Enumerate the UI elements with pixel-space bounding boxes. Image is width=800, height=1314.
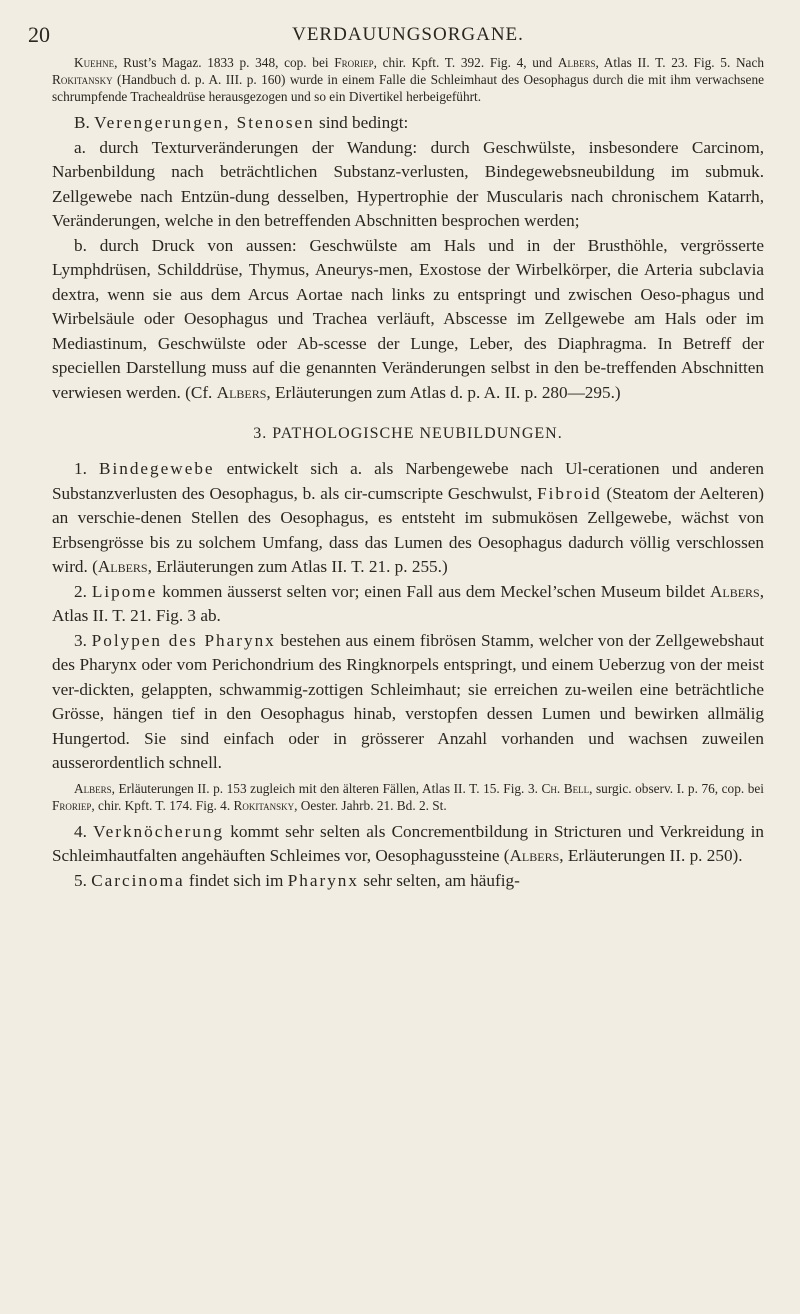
chapter-heading: 3. PATHOLOGISCHE NEUBILDUNGEN. xyxy=(253,425,563,442)
item-polypen: 3. Polypen des Pharynx bestehen aus einem fibrösen Stamm, welcher von der Zellgewebshaut des Pharynx oder vom Perichondrium des Ringknorpels entspringt, und einem Ueberzug von der meist ver-dickten, gelappten, schwammig-zottigen Schleimhaut; sie erreichen zu-weilen eine beträchtliche Grösse, hängen tief in den Oesophagus hinab, verstopfen dessen Lumen und bewirken allmälig Hungertod. Sie sind einfach oder in grösserer Anzahl vorhanden und wachsen zuweilen ausserordentlich schnell. xyxy=(52,630,765,772)
running-title: VERDAUUNGSORGANE. xyxy=(292,24,524,45)
running-head xyxy=(28,10,764,47)
item-verknoecherung: 4. Verknöcherung kommt sehr selten als Concrementbildung in Stricturen und Verkreidung in Schleimhautfalten angehäuften Schleimes vor, Oesophagussteine (Albers, Erläuterungen II. p. 250). xyxy=(52,821,765,865)
item-bindegewebe: 1. Bindegewebe entwickelt sich a. als Narbengewebe nach Ul-cerationen und anderen Substanzverlusten des Oesophagus, b. als cir-cumscripte Geschwulst, Fibroid (Steatom der Aelteren) an verschie-denen Stellen des Oesophagus, es entsteht im submukösen Zellgewebe, wächst von Erbsengrösse bis zu solchem Umfang, dass das Lumen des Oesophagus dadurch völlig verschlossen wird. (Albers, Erläuterungen zum Atlas II. T. 21. p. 255.) xyxy=(52,459,764,576)
footnote-albers: Albers, Erläuterungen II. p. 153 zugleich mit den älteren Fällen, Atlas II. T. 15. Fig. 3. Ch. Bell, surgic. observ. I. p. 76, cop. bei Froriep, chir. Kpft. T. 174. Fig. 4. Rokitansky, Oester. Jahrb. 21. Bd. 2. St. xyxy=(52,780,764,813)
section-b-b: b. durch Druck von aussen: Geschwülste am Hals und in der Brusthöhle, vergrösserte Lymphdrüsen, Schilddrüse, Thymus, Aneurys-men, Exostose der Wirbelkörper, die Arteria subclavia dextra, wenn sie aus dem Arcus Aortae nach links zu entspringt und zwischen Oeso-phagus und Wirbelsäule oder Oesophagus und Trachea verläuft, Abscesse im Zellgewebe am Hals oder im Mediastinum, Geschwülste oder Ab-scesse der Lunge, Leber, des Diaphragma. In Betreff der speciellen Darstellung muss auf die genannten Veränderungen selbst in den be-treffenden Abschnitten verwiesen werden. (Cf. Albers, Erläuterungen zum Atlas d. p. A. II. p. 280—295.) xyxy=(52,235,764,402)
item-lipome: 2. Lipome kommen äusserst selten vor; einen Fall aus dem Meckel’schen Museum bildet Albers, Atlas II. T. 21. Fig. 3 ab. xyxy=(52,581,765,625)
item-carcinoma: 5. Carcinoma findet sich im Pharynx sehr selten, am häufig- xyxy=(74,870,520,890)
page-number: 20 xyxy=(28,22,50,47)
footnote-kuehne: Kuehne, Rust’s Magaz. 1833 p. 348, cop. bei Froriep, chir. Kpft. T. 392. Fig. 4, und Albers, Atlas II. T. 23. Fig. 5. Nach Rokitansky (Handbuch d. p. A. III. p. 160) wurde in einem Falle die Schleimhaut des Oesophagus durch die mit ihm verwachsene schrumpfende Trachealdrüse herausgezogen und so ein Divertikel herbeigeführt. xyxy=(52,55,764,104)
section-b-heading: B. Verengerungen, Stenosen sind bedingt: xyxy=(74,113,409,132)
section-b-a: a. durch Texturveränderungen der Wandung: durch Geschwülste, insbesondere Carcinom, Narbenbildung nach beträchtlichen Substanz-verlusten, Bindegewebsneubildung im submuk. Zellgewebe nach Entzün-dung desselben, Hypertrophie der Muscularis nach chronischem Katarrh, Veränderungen, welche in den betreffenden Abschnitten besprochen werden; xyxy=(52,137,764,230)
